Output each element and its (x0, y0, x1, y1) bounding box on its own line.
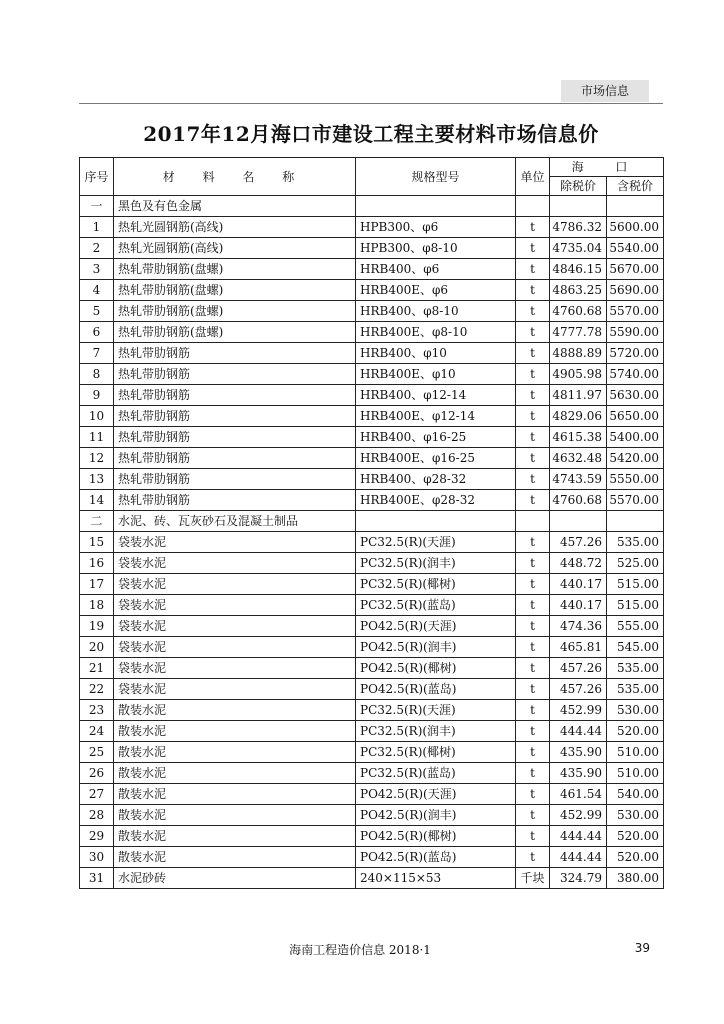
page-title: 2017年12月海口市建设工程主要材料市场信息价 (143, 122, 599, 146)
price-ex-tax: 465.81 (550, 637, 607, 658)
price-inc-tax: 545.00 (607, 637, 664, 658)
table-row (80, 742, 664, 763)
spec-model: HRB400E、φ10 (356, 364, 516, 385)
row-no: 30 (80, 847, 114, 868)
table-row (80, 847, 664, 868)
price-ex-tax: 448.72 (550, 553, 607, 574)
spec-model: PO42.5(R)(椰树) (356, 826, 516, 847)
unit: t (516, 847, 550, 868)
price-ex-tax: 4888.89 (550, 343, 607, 364)
table-header (80, 158, 664, 196)
price-inc-tax: 5600.00 (607, 217, 664, 238)
spec-model: PC32.5(R)(蓝岛) (356, 763, 516, 784)
table-row (80, 679, 664, 700)
group-label: 水泥、砖、瓦灰砂石及混凝土制品 (114, 511, 356, 532)
group-row (80, 511, 664, 532)
spec-model: HRB400E、φ28-32 (356, 490, 516, 511)
price-inc-tax: 535.00 (607, 658, 664, 679)
table-row (80, 427, 664, 448)
row-no: 8 (80, 364, 114, 385)
price-ex-tax: 457.26 (550, 658, 607, 679)
price-inc-tax: 510.00 (607, 763, 664, 784)
row-no: 15 (80, 532, 114, 553)
material-name: 散装水泥 (114, 763, 356, 784)
unit: t (516, 280, 550, 301)
spec-model: PC32.5(R)(椰树) (356, 742, 516, 763)
table-row (80, 322, 664, 343)
unit: t (516, 469, 550, 490)
material-name: 热轧带肋钢筋 (114, 406, 356, 427)
row-no: 27 (80, 784, 114, 805)
row-no: 29 (80, 826, 114, 847)
table-row (80, 448, 664, 469)
unit: t (516, 217, 550, 238)
material-name: 散装水泥 (114, 847, 356, 868)
spec-model: PO42.5(R)(蓝岛) (356, 679, 516, 700)
price-inc-tax: 5740.00 (607, 364, 664, 385)
unit: t (516, 805, 550, 826)
price-inc-tax: 520.00 (607, 826, 664, 847)
header-rule (79, 103, 663, 104)
material-name: 袋装水泥 (114, 658, 356, 679)
row-no: 3 (80, 259, 114, 280)
material-name: 热轧带肋钢筋 (114, 448, 356, 469)
row-no: 16 (80, 553, 114, 574)
material-name: 热轧光圆钢筋(高线) (114, 217, 356, 238)
col-unit-header: 单位 (516, 158, 550, 196)
row-no: 14 (80, 490, 114, 511)
unit: t (516, 616, 550, 637)
price-ex-tax: 4743.59 (550, 469, 607, 490)
material-name: 散装水泥 (114, 826, 356, 847)
spec-model: HRB400、φ28-32 (356, 469, 516, 490)
price-inc-tax: 525.00 (607, 553, 664, 574)
price-inc-tax: 510.00 (607, 742, 664, 763)
price-inc-tax: 520.00 (607, 847, 664, 868)
price-ex-tax: 324.79 (550, 868, 607, 889)
row-no: 5 (80, 301, 114, 322)
unit: t (516, 637, 550, 658)
table-row (80, 721, 664, 742)
material-name: 袋装水泥 (114, 553, 356, 574)
spec-model: HRB400、φ12-14 (356, 385, 516, 406)
row-no: 24 (80, 721, 114, 742)
spec-model: HRB400E、φ12-14 (356, 406, 516, 427)
price-inc-tax: 520.00 (607, 721, 664, 742)
price-inc-tax: 515.00 (607, 574, 664, 595)
row-no: 26 (80, 763, 114, 784)
row-no: 1 (80, 217, 114, 238)
price-inc-tax: 5670.00 (607, 259, 664, 280)
row-no: 20 (80, 637, 114, 658)
table-row (80, 784, 664, 805)
material-name: 散装水泥 (114, 805, 356, 826)
spec-model: PO42.5(R)(椰树) (356, 658, 516, 679)
unit: t (516, 448, 550, 469)
material-name: 散装水泥 (114, 700, 356, 721)
unit: t (516, 679, 550, 700)
price-ex-tax: 435.90 (550, 742, 607, 763)
spec-model: PC32.5(R)(润丰) (356, 721, 516, 742)
price-ex-tax: 452.99 (550, 700, 607, 721)
row-no: 25 (80, 742, 114, 763)
table-row (80, 385, 664, 406)
unit: t (516, 595, 550, 616)
price-ex-tax: 4863.25 (550, 280, 607, 301)
table-row (80, 238, 664, 259)
spec-model: PC32.5(R)(蓝岛) (356, 595, 516, 616)
price-inc-tax: 5570.00 (607, 490, 664, 511)
table-row (80, 343, 664, 364)
price-inc-tax: 5570.00 (607, 301, 664, 322)
spec-model: HRB400、φ8-10 (356, 301, 516, 322)
price-ex-tax: 444.44 (550, 721, 607, 742)
material-name: 热轧带肋钢筋(盘螺) (114, 280, 356, 301)
price-ex-tax: 457.26 (550, 679, 607, 700)
unit: t (516, 700, 550, 721)
table-row (80, 637, 664, 658)
spec-model: PC32.5(R)(天涯) (356, 532, 516, 553)
table-row (80, 532, 664, 553)
table-row (80, 364, 664, 385)
price-ex-tax: 4777.78 (550, 322, 607, 343)
price-ex-tax: 435.90 (550, 763, 607, 784)
price-ex-tax: 4905.98 (550, 364, 607, 385)
spec-model: HRB400、φ10 (356, 343, 516, 364)
price-inc-tax: 535.00 (607, 679, 664, 700)
price-ex-tax: 4811.97 (550, 385, 607, 406)
section-tag: 市场信息 (561, 80, 649, 102)
spec-model: PO42.5(R)(润丰) (356, 805, 516, 826)
price-ex-tax: 4786.32 (550, 217, 607, 238)
table-row (80, 574, 664, 595)
table-row (80, 595, 664, 616)
table-row (80, 217, 664, 238)
group-row (80, 196, 664, 217)
unit: t (516, 553, 550, 574)
price-ex-tax: 461.54 (550, 784, 607, 805)
unit: t (516, 238, 550, 259)
table-row (80, 826, 664, 847)
unit: t (516, 784, 550, 805)
material-name: 袋装水泥 (114, 574, 356, 595)
row-no: 28 (80, 805, 114, 826)
table-row (80, 259, 664, 280)
price-ex-tax: 474.36 (550, 616, 607, 637)
table-row (80, 490, 664, 511)
price-ex-tax: 444.44 (550, 847, 607, 868)
material-name: 热轧带肋钢筋(盘螺) (114, 301, 356, 322)
col-no-header: 序号 (80, 158, 114, 196)
spec-model: HRB400E、φ6 (356, 280, 516, 301)
row-no: 2 (80, 238, 114, 259)
spec-model: HRB400E、φ16-25 (356, 448, 516, 469)
table-row (80, 805, 664, 826)
unit: t (516, 721, 550, 742)
spec-model: HPB300、φ6 (356, 217, 516, 238)
spec-model: PO42.5(R)(天涯) (356, 616, 516, 637)
material-name: 散装水泥 (114, 721, 356, 742)
material-name: 袋装水泥 (114, 595, 356, 616)
unit: t (516, 385, 550, 406)
material-name: 热轧带肋钢筋 (114, 427, 356, 448)
price-inc-tax: 380.00 (607, 868, 664, 889)
col-price-inc-tax-header: 含税价 (607, 177, 664, 196)
price-inc-tax: 5590.00 (607, 322, 664, 343)
material-name: 水泥砂砖 (114, 868, 356, 889)
price-ex-tax: 4760.68 (550, 490, 607, 511)
material-name: 袋装水泥 (114, 532, 356, 553)
group-no: 二 (80, 511, 114, 532)
row-no: 17 (80, 574, 114, 595)
row-no: 21 (80, 658, 114, 679)
material-name: 热轧带肋钢筋 (114, 385, 356, 406)
table-row (80, 406, 664, 427)
table-row (80, 763, 664, 784)
row-no: 12 (80, 448, 114, 469)
price-inc-tax: 5420.00 (607, 448, 664, 469)
price-inc-tax: 5550.00 (607, 469, 664, 490)
unit: t (516, 742, 550, 763)
row-no: 18 (80, 595, 114, 616)
unit: t (516, 574, 550, 595)
col-price-ex-tax-header: 除税价 (550, 177, 607, 196)
price-ex-tax: 4615.38 (550, 427, 607, 448)
price-ex-tax: 4829.06 (550, 406, 607, 427)
table-body (80, 196, 664, 889)
price-inc-tax: 530.00 (607, 805, 664, 826)
price-inc-tax: 5650.00 (607, 406, 664, 427)
unit: t (516, 259, 550, 280)
row-no: 10 (80, 406, 114, 427)
price-inc-tax: 5540.00 (607, 238, 664, 259)
spec-model: PO42.5(R)(润丰) (356, 637, 516, 658)
spec-model: PC32.5(R)(天涯) (356, 700, 516, 721)
unit: 千块 (516, 868, 550, 889)
spec-model: HRB400、φ16-25 (356, 427, 516, 448)
table-row (80, 280, 664, 301)
spec-model: PO42.5(R)(天涯) (356, 784, 516, 805)
spec-model: PC32.5(R)(润丰) (356, 553, 516, 574)
spec-model: PC32.5(R)(椰树) (356, 574, 516, 595)
table-row (80, 553, 664, 574)
unit: t (516, 343, 550, 364)
material-name: 散装水泥 (114, 742, 356, 763)
footer-publication: 海南工程造价信息 2018·1 (289, 943, 431, 957)
material-name: 散装水泥 (114, 784, 356, 805)
price-table (79, 157, 664, 889)
row-no: 22 (80, 679, 114, 700)
group-label: 黑色及有色金属 (114, 196, 356, 217)
row-no: 13 (80, 469, 114, 490)
unit: t (516, 427, 550, 448)
group-no: 一 (80, 196, 114, 217)
row-no: 19 (80, 616, 114, 637)
price-ex-tax: 452.99 (550, 805, 607, 826)
unit: t (516, 490, 550, 511)
price-inc-tax: 515.00 (607, 595, 664, 616)
spec-model: HRB400E、φ8-10 (356, 322, 516, 343)
price-ex-tax: 4735.04 (550, 238, 607, 259)
row-no: 23 (80, 700, 114, 721)
spec-model: 240×115×53 (356, 868, 516, 889)
price-inc-tax: 5630.00 (607, 385, 664, 406)
material-name: 热轧带肋钢筋 (114, 364, 356, 385)
col-name-header: 材 料 名 称 (114, 158, 356, 196)
price-inc-tax: 555.00 (607, 616, 664, 637)
price-ex-tax: 4760.68 (550, 301, 607, 322)
row-no: 11 (80, 427, 114, 448)
row-no: 6 (80, 322, 114, 343)
page-number: 39 (634, 941, 650, 955)
price-inc-tax: 530.00 (607, 700, 664, 721)
unit: t (516, 532, 550, 553)
col-spec-header: 规格型号 (356, 158, 516, 196)
table-row (80, 700, 664, 721)
price-inc-tax: 5720.00 (607, 343, 664, 364)
price-ex-tax: 440.17 (550, 595, 607, 616)
row-no: 31 (80, 868, 114, 889)
material-name: 热轧带肋钢筋(盘螺) (114, 259, 356, 280)
material-name: 热轧带肋钢筋(盘螺) (114, 322, 356, 343)
row-no: 9 (80, 385, 114, 406)
table-row (80, 658, 664, 679)
unit: t (516, 301, 550, 322)
table-row (80, 868, 664, 889)
price-inc-tax: 5400.00 (607, 427, 664, 448)
price-ex-tax: 4632.48 (550, 448, 607, 469)
price-ex-tax: 457.26 (550, 532, 607, 553)
unit: t (516, 364, 550, 385)
price-ex-tax: 440.17 (550, 574, 607, 595)
table-row (80, 469, 664, 490)
unit: t (516, 826, 550, 847)
price-ex-tax: 4846.15 (550, 259, 607, 280)
material-name: 热轧带肋钢筋 (114, 469, 356, 490)
table-row (80, 301, 664, 322)
material-name: 热轧带肋钢筋 (114, 343, 356, 364)
material-name: 袋装水泥 (114, 637, 356, 658)
unit: t (516, 406, 550, 427)
spec-model: HPB300、φ8-10 (356, 238, 516, 259)
material-name: 袋装水泥 (114, 616, 356, 637)
spec-model: HRB400、φ6 (356, 259, 516, 280)
price-inc-tax: 540.00 (607, 784, 664, 805)
material-name: 热轧带肋钢筋 (114, 490, 356, 511)
row-no: 7 (80, 343, 114, 364)
row-no: 4 (80, 280, 114, 301)
material-name: 热轧光圆钢筋(高线) (114, 238, 356, 259)
price-ex-tax: 444.44 (550, 826, 607, 847)
material-name: 袋装水泥 (114, 679, 356, 700)
price-inc-tax: 5690.00 (607, 280, 664, 301)
unit: t (516, 763, 550, 784)
unit: t (516, 658, 550, 679)
col-region-header: 海 口 (550, 158, 664, 177)
unit: t (516, 322, 550, 343)
price-inc-tax: 535.00 (607, 532, 664, 553)
spec-model: PO42.5(R)(蓝岛) (356, 847, 516, 868)
table-row (80, 616, 664, 637)
